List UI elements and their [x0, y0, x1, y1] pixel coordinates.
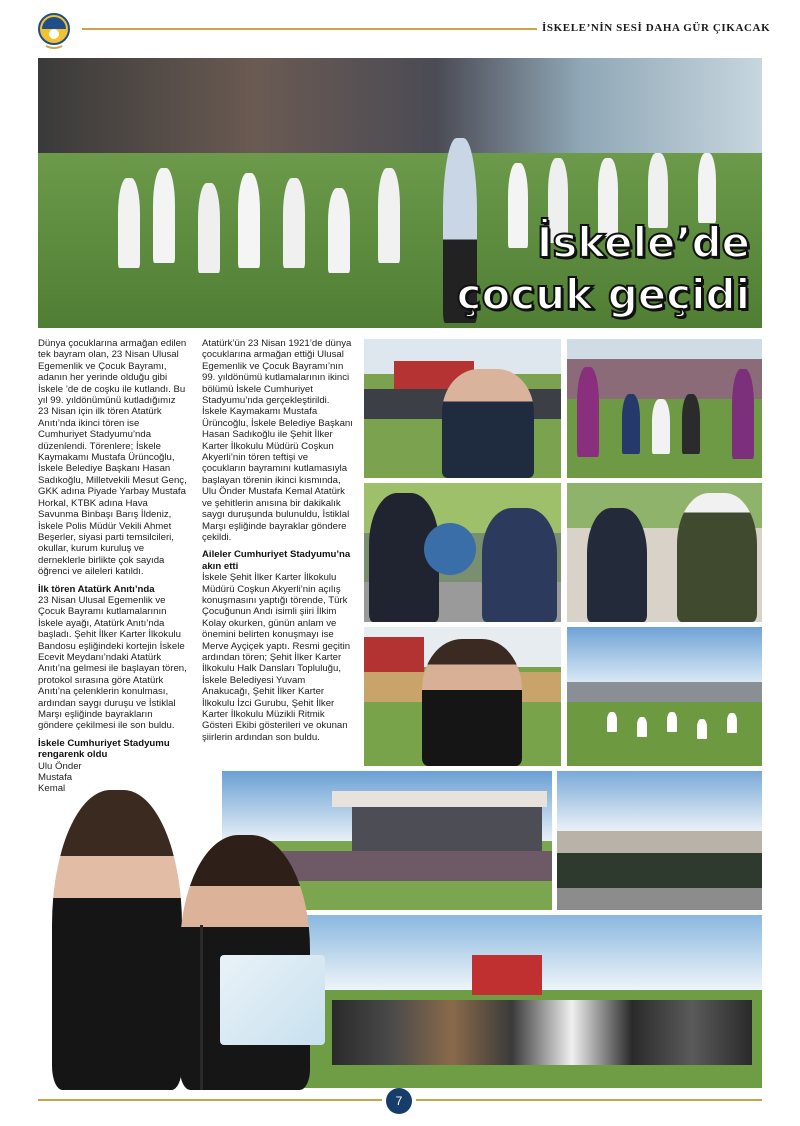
- photo-protocol-lineup: [557, 771, 762, 910]
- paragraph-stadium-ceremony: Atatürk’ün 23 Nisan 1921’de dünya çocuklarına armağan ettiği Ulusal Egemenlik ve Çocuk Bayramı’nın 99. yıldönümü kutlamalarının ikinci bölümü İskele Cumhuriyet Stadyumu’nda gerçekleştirildi. İskele Kaymakamı Mustafa Ürüncoğlu, İskele Belediye Başkanı Hasan Sadıkoğlu ile Şehit İlker Karter İlkokulu Müdürü Coşkun Akyerli’nin tören teftişi ve çocukların bayramını kutlamasıyla başlayan törenin ikinci kısmında, Ulu Önder Mustafa Kemal Atatürk ve şehitlerin anısına bir dakikalık saygı duruşunda bulunuldu, İstiklal Marşı eşliğinde bayraklar göndere çekildi.: [202, 338, 353, 543]
- subheading-families-line-1: Aileler Cumhuriyet Stadyumu’na: [202, 549, 351, 561]
- paragraph-stadium-line-3: Kemal: [38, 783, 66, 795]
- article-column-2: [202, 338, 354, 749]
- hero-title-line-1: İskele’de: [536, 218, 750, 267]
- hero-photo-parade: [38, 58, 762, 328]
- paragraph-ataturk-monument: 23 Nisan Ulusal Egemenlik ve Çocuk Bayramı kutlamalarının İskele ayağı, Atatürk Anıtı’nda başladı. Şehit İlker Karter İlkokulu Bandosu eşliğindeki kortejin İskele Ecevit Meydanı’ndaki Atatürk Anıtı’na gelmesi ile başlayan tören, protokol sırasına göre Atatürk Anıtı’na çelenklerin konulması, ardından saygı duruşu ve İstiklal Marşı eşliğinde bayrakların göndere çekilmesi ile son buldu.: [38, 594, 187, 732]
- header-title: İSKELE’NİN SESİ DAHA GÜR ÇIKACAK: [542, 22, 771, 34]
- photo-wreath-ceremony: [364, 483, 561, 622]
- footer-rule-right: [416, 1099, 762, 1101]
- newspaper-logo-icon: [38, 12, 70, 50]
- page-number: 7: [386, 1088, 412, 1114]
- photo-handshake: [567, 483, 762, 622]
- photo-stadium-performance: [567, 627, 762, 766]
- subheading-stadium-line-1: İskele Cumhuriyet Stadyumu: [38, 737, 170, 749]
- photo-speaker-podium: [364, 339, 561, 478]
- article-intro: Dünya çocuklarına armağan edilen tek bayram olan, 23 Nisan Ulusal Egemenlik ve Çocuk Bayramı, adanın her yerinde olduğu gibi İskele ’de de coşku ile kutlandı. Bu yıl 99. yıldönümünü kutladığımız 23 Nisan için ilk tören Atatürk Anıtı’nda ikinci tören ise Cumhuriyet Stadyumu’nda düzenlendi. Törenlere; İskele Kaymakamı Mustafa Ürüncoğlu, İskele Belediye Başkanı Hasan Sadıkoğlu, Milletvekili Mesut Genç, GKK adına Piyade Yarbay Mustafa Horkal, KTBK adına Hava Savunma Binbaşı Barış İldeniz, İskele Polis Müdür Vekili Ahmet Beşerler, siyasi parti temsilcileri, okullar, kurum kuruluş ve derneklerle birlikte çok sayıda öğrenci ve aileleri katıldı.: [38, 338, 187, 578]
- subheading-families-line-2: akın etti: [202, 560, 239, 572]
- paragraph-stadium-line-1: Ulu Önder: [38, 760, 82, 772]
- girl-reading-cutout-right: [160, 835, 340, 1090]
- header-rule: [82, 28, 537, 30]
- subheading-stadium-line-2: rengarenk oldu: [38, 749, 108, 761]
- photo-girl-microphone: [364, 627, 561, 766]
- footer-rule-left: [38, 1099, 382, 1101]
- hero-title-line-2: çocuk geçidi: [456, 270, 750, 319]
- paragraph-stadium-line-2: Mustafa: [38, 772, 73, 784]
- subheading-ataturk-monument: İlk tören Atatürk Anıtı’nda: [38, 583, 155, 595]
- photo-children-field: [567, 339, 762, 478]
- paragraph-families: İskele Şehit İlker Karter İlkokulu Müdürü Coşkun Akyerli’nin açılış konuşmasını yaptığı törende, Türk Çocuğunun Andı isimli şiiri İlkim Kolay okurken, günün anlam ve önemini belirten konuşmayı ise Merve Ayçiçek yaptı. Resmi geçitin ardından tören; Şehit İlker Karter İlkokulu Halk Dansları Topluluğu, İskele Belediyesi Yuvam Anakucağı, Şehit İlker Karter İlkokulu İzci Gurubu, Şehit İlker Karter İlkokulu Müzikli Ritmik Gösteri Ekibi gösterileri ve okunan şiirlerin ardından son buldu.: [202, 572, 351, 743]
- article-column-1: [38, 338, 188, 795]
